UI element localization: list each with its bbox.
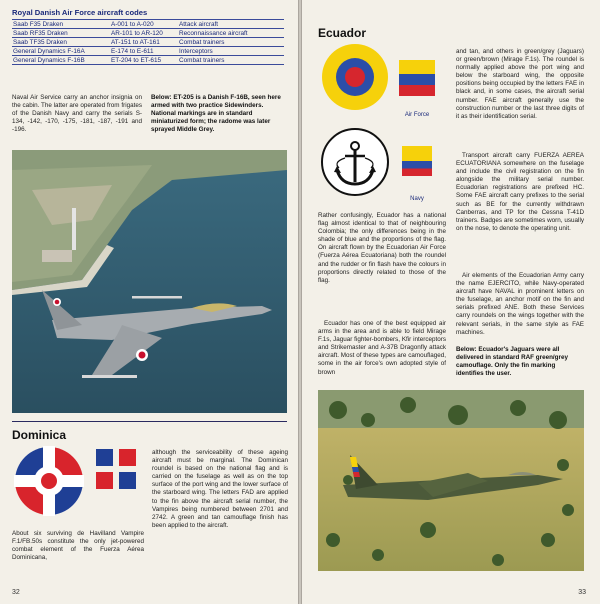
codes-aircraft-cell: Saab F35 Draken (12, 20, 110, 29)
dominica-text-2: although the serviceability of these ageing aircraft must be marginal. The Dominican roundel is based on the national flag and is carried on the fuselage as well as on the top surface of the port wing and the lower surface of the starboard wing. The letters FAD are applied to the fin above the aircraft serial number, the Vampires being numbered between 2701 and 2742. A green and tan camouflage finish has been applied to the aircraft. (152, 449, 288, 529)
codes-role-cell: Reconnaissance aircraft (178, 29, 284, 38)
ecuador-af-fin-flash-icon (399, 60, 435, 96)
f16-photo-image (12, 150, 287, 413)
codes-serial-cell: AT-151 to AT-161 (110, 38, 178, 47)
codes-role-cell: Attack aircraft (178, 20, 284, 29)
ecuador-title: Ecuador (318, 26, 367, 40)
jaguar-photo-caption: Below: Ecuador's Jaguars were all delivered in standard RAF green/grey camouflage. Only the fin marking identifies the user. (456, 346, 568, 378)
dominica-title: Dominica (12, 428, 67, 442)
jaguar-photo (318, 390, 584, 571)
ecuador-col2-text-3: Air elements of the Ecuadorian Army carry the name EJERCITO, while Navy-operated aircraft have NAVAL in prominent letters on the fuselage, an anchor motif on the fin and serials prefixed ANE. Both these Services carry roundels on the wings together with the relevant serials, in the same style as FAE machines. (456, 272, 584, 336)
ecuador-col1-text-2: Ecuador has one of the best equipped air arms in the area and is able to field Mirage F.1s, Jaguar fighter-bombers, Kfir interceptors and Strikemaster and A-37B Dragonfly attack aircraft. Most of these types are camouflaged, some in the air force's own adopted style of brown (318, 320, 446, 376)
codes-role-cell: Interceptors (178, 47, 284, 56)
f16-photo (12, 150, 287, 413)
naval-text: Naval Air Service carry an anchor insignia on the cabin. The latter are operated from frigates of the Danish Navy and carry the serials S-134, -142, -170, -175, -181, -187, -191 and -196. (12, 94, 142, 134)
codes-table-row (12, 20, 284, 29)
ecuador-navy-anchor-roundel-icon (321, 128, 389, 196)
dominica-roundel-icon (14, 446, 84, 516)
codes-serial-cell: ET-204 to ET-615 (110, 56, 178, 65)
codes-table-title: Royal Danish Air Force aircraft codes (12, 8, 148, 17)
air-force-caption: Air Force (404, 112, 430, 118)
codes-serial-cell: E-174 to E-611 (110, 47, 178, 56)
codes-aircraft-cell: Saab RF35 Draken (12, 29, 110, 38)
dominica-text-1: About six surviving de Havilland Vampire F.1/FB.50s constitute the only jet-powered combat element of the Fuerza Aérea Dominicana, (12, 530, 144, 562)
codes-aircraft-cell: General Dynamics F-16B (12, 56, 110, 65)
ecuador-col1-text: Rather confusingly, Ecuador has a national flag almost identical to that of neighbouring Colombia; the only differences being in the shade of blue and the proportions of the flag. On aircraft flown by the Ecuadorian Air Force (Fuerza Aérea Ecuatoriana) both the roundel and the rudder or fin flash have the colours in proportions directly related to those of the flag. (318, 212, 446, 284)
ecuador-col2-text: and tan, and others in green/grey (Jaguars) or green/brown (Mirage F.1s). The roundel is normally applied above the port wing and below the starboard wing, the opposite positions being occupied by the letters FAE in black and, in some cases, the aircraft serial number. FAE aircraft generally use the construction number or the last three digits of it as their identification serial. (456, 48, 584, 120)
dominica-fin-flash-icon (96, 449, 136, 489)
right-page (302, 0, 600, 604)
codes-aircraft-cell: General Dynamics F-16A (12, 47, 110, 56)
codes-aircraft-cell: Saab TF35 Draken (12, 38, 110, 47)
codes-table-row (12, 56, 284, 65)
codes-table-row (12, 47, 284, 56)
codes-serial-cell: A-001 to A-020 (110, 20, 178, 29)
codes-table-row (12, 38, 284, 47)
codes-serial-cell: AR-101 to AR-120 (110, 29, 178, 38)
codes-role-cell: Combat trainers (178, 56, 284, 65)
navy-caption: Navy (410, 196, 424, 202)
section-divider (12, 421, 287, 422)
codes-role-cell: Combat trainers (178, 38, 284, 47)
codes-table-row (12, 29, 284, 38)
ecuador-col2-text-2: Transport aircraft carry FUERZA AEREA ECUATORIANA somewhere on the fuselage and include the civil registration on the fin alongside the military serial number. Ecuadorian registrations are prefixed HC. Some FAE aircraft carry prefixes to the serial such as BE for the currently withdrawn Canberras, and TP for the Cessna T-41D trainers. Badges are sometimes worn, usually on the nose, to denote the operating unit. (456, 152, 584, 232)
jaguar-photo-image (318, 390, 584, 571)
left-page (0, 0, 298, 604)
f16-photo-caption: Below: ET-205 is a Danish F-16B, seen here armed with two practice Sidewinders. National markings are in standard miniaturized form; the radome was later sprayed Middle Grey. (151, 94, 281, 134)
page-number-left: 32 (12, 589, 20, 596)
codes-table (12, 19, 284, 65)
ecuador-roundel-icon (322, 44, 388, 110)
page-number-right: 33 (578, 589, 586, 596)
ecuador-navy-fin-flash-icon (402, 146, 432, 176)
